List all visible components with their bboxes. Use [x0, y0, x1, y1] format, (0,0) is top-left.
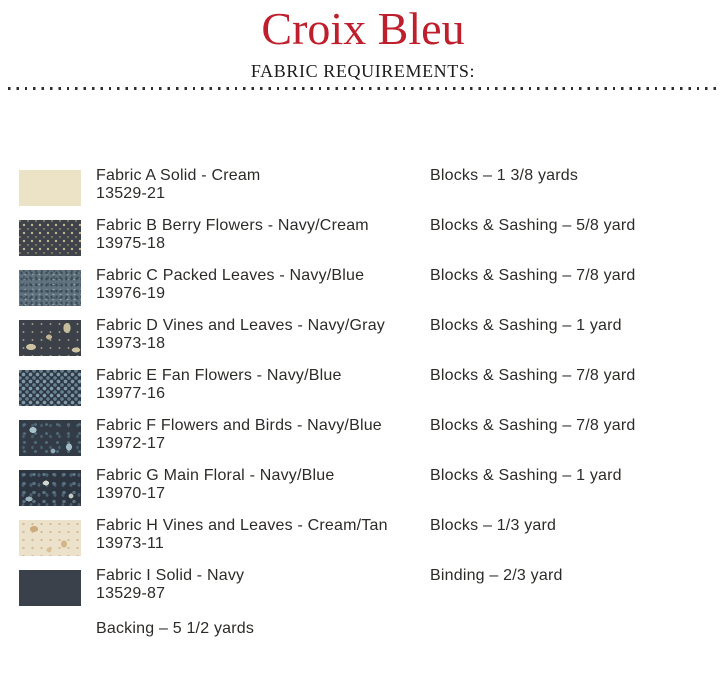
fabric-swatch-blue-packed-leaves — [19, 270, 81, 306]
page-title: Croix Bleu — [261, 3, 465, 54]
fabric-swatch-cream-solid — [19, 170, 81, 206]
fabric-swatch-navy-berry-dots — [19, 220, 81, 256]
fabric-number: 13977-16 — [96, 384, 166, 402]
fabric-number: 13529-21 — [96, 184, 166, 202]
dotted-divider — [8, 87, 716, 90]
fabric-yardage: Blocks & Sashing – 5/8 yard — [430, 217, 636, 234]
fabric-number: 13972-17 — [96, 434, 166, 452]
fabric-row-i — [19, 567, 719, 606]
fabric-row-f — [19, 417, 719, 456]
fabric-swatch-navy-flowers-birds — [19, 420, 81, 456]
fabric-yardage: Blocks & Sashing – 7/8 yard — [430, 267, 636, 284]
fabric-row-c — [19, 267, 719, 306]
fabric-yardage: Blocks & Sashing – 7/8 yard — [430, 417, 636, 434]
fabric-row-b — [19, 217, 719, 256]
fabric-info — [96, 267, 430, 302]
fabric-info — [96, 467, 430, 502]
fabric-name: Fabric H Vines and Leaves - Cream/Tan — [96, 517, 388, 534]
fabric-name: Fabric E Fan Flowers - Navy/Blue — [96, 367, 342, 384]
fabric-info — [96, 217, 430, 252]
fabric-number: 13973-18 — [96, 334, 166, 352]
fabric-name: Fabric D Vines and Leaves - Navy/Gray — [96, 317, 386, 334]
fabric-swatch-navy-main-floral — [19, 470, 81, 506]
fabric-swatch-cream-tan-vines — [19, 520, 81, 556]
page-header — [0, 0, 726, 82]
fabric-yardage: Blocks & Sashing – 1 yard — [430, 467, 622, 484]
fabric-info — [96, 417, 430, 452]
fabric-info — [96, 517, 430, 552]
fabric-swatch-navy-gray-vines — [19, 320, 81, 356]
fabric-yardage: Blocks & Sashing – 1 yard — [430, 317, 622, 334]
fabric-number: 13970-17 — [96, 484, 166, 502]
fabric-row-h — [19, 517, 719, 556]
fabric-number: 13976-19 — [96, 284, 166, 302]
fabric-info — [96, 167, 430, 202]
fabric-name: Fabric I Solid - Navy — [96, 567, 245, 584]
fabric-number: 13529-87 — [96, 584, 166, 602]
fabric-row-e — [19, 367, 719, 406]
page-subtitle: FABRIC REQUIREMENTS: — [250, 61, 476, 81]
fabric-yardage: Blocks & Sashing – 7/8 yard — [430, 367, 636, 384]
fabric-swatch-navy-solid — [19, 570, 81, 606]
fabric-requirements-list — [19, 167, 719, 638]
fabric-name: Fabric G Main Floral - Navy/Blue — [96, 467, 335, 484]
fabric-name: Fabric C Packed Leaves - Navy/Blue — [96, 267, 365, 284]
fabric-number: 13973-11 — [96, 534, 165, 552]
fabric-yardage: Blocks – 1/3 yard — [430, 517, 557, 534]
fabric-swatch-navy-fan-flowers — [19, 370, 81, 406]
fabric-name: Fabric A Solid - Cream — [96, 167, 261, 184]
fabric-info — [96, 317, 430, 352]
fabric-name: Fabric F Flowers and Birds - Navy/Blue — [96, 417, 382, 434]
backing-requirement: Backing – 5 1/2 yards — [96, 620, 255, 637]
fabric-yardage: Binding – 2/3 yard — [430, 567, 563, 584]
fabric-info — [96, 367, 430, 402]
fabric-info — [96, 567, 430, 602]
fabric-name: Fabric B Berry Flowers - Navy/Cream — [96, 217, 369, 234]
fabric-yardage: Blocks – 1 3/8 yards — [430, 167, 579, 184]
fabric-row-d — [19, 317, 719, 356]
fabric-row-a — [19, 167, 719, 206]
fabric-row-g — [19, 467, 719, 506]
fabric-number: 13975-18 — [96, 234, 166, 252]
